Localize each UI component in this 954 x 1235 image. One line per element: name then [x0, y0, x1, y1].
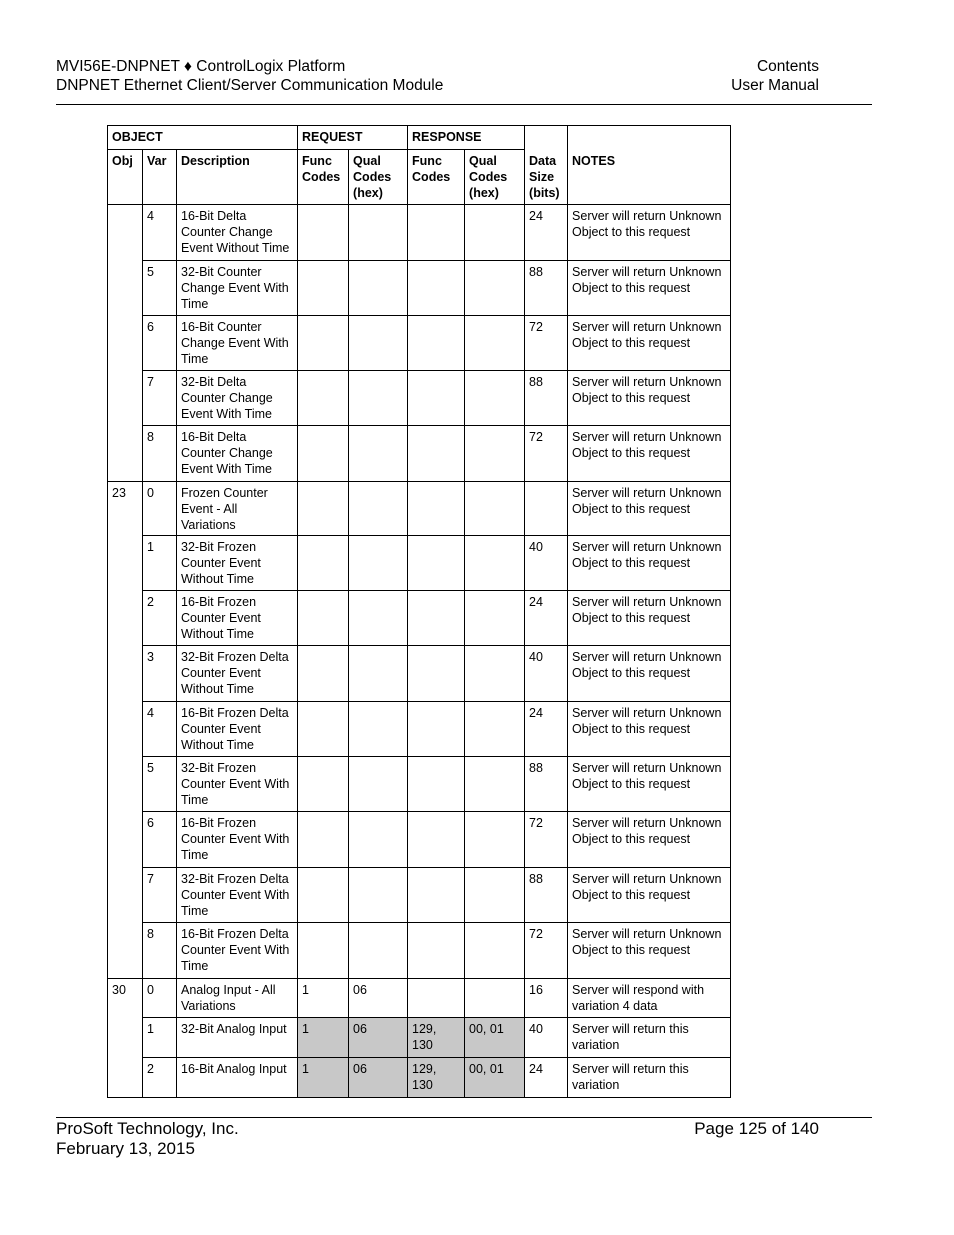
response-func-codes-header: Func Codes [408, 150, 465, 205]
request-func-cell [298, 757, 349, 812]
response-func-cell [408, 482, 465, 536]
request-func-codes-header: Func Codes [298, 150, 349, 205]
request-qual-cell [349, 316, 408, 371]
obj-cell [108, 536, 143, 591]
description-header: Description [177, 150, 298, 205]
table-row [108, 316, 731, 371]
response-func-cell [408, 979, 465, 1018]
request-qual-cell [349, 482, 408, 536]
request-qual-cell [349, 868, 408, 923]
obj-cell [108, 812, 143, 868]
description-cell: 16-Bit Delta Counter Change Event With Time [177, 426, 298, 482]
obj-cell [108, 923, 143, 979]
header-rule [56, 104, 872, 105]
response-func-cell [408, 923, 465, 979]
obj-cell [108, 261, 143, 316]
response-func-cell [408, 757, 465, 812]
description-cell: 16-Bit Frozen Delta Counter Event With Time [177, 923, 298, 979]
request-func-cell [298, 536, 349, 591]
obj-cell [108, 868, 143, 923]
obj-cell: 23 [108, 482, 143, 536]
notes-cell: Server will return Unknown Object to this request [568, 923, 731, 979]
var-cell: 0 [143, 482, 177, 536]
footer-date: February 13, 2015 [56, 1139, 195, 1158]
page-header-left [56, 57, 443, 95]
request-group-header: REQUEST [298, 126, 408, 150]
request-func-cell [298, 812, 349, 868]
response-func-cell [408, 316, 465, 371]
obj-cell [108, 426, 143, 482]
table-row [108, 536, 731, 591]
obj-cell: 30 [108, 979, 143, 1018]
table-row [108, 868, 731, 923]
obj-cell [108, 591, 143, 646]
table-row [108, 371, 731, 426]
description-cell: 16-Bit Frozen Counter Event Without Time [177, 591, 298, 646]
var-cell: 5 [143, 261, 177, 316]
table-row [108, 1058, 731, 1098]
description-cell: 16-Bit Frozen Counter Event With Time [177, 812, 298, 868]
description-cell: 16-Bit Delta Counter Change Event Without Time [177, 205, 298, 261]
data-size-cell: 24 [525, 591, 568, 646]
response-func-cell [408, 536, 465, 591]
footer-rule [56, 1117, 872, 1118]
data-size-cell: 88 [525, 261, 568, 316]
header-product-line: MVI56E-DNPNET ♦ ControlLogix Platform [56, 58, 346, 75]
obj-cell [108, 702, 143, 757]
request-qual-cell [349, 591, 408, 646]
request-qual-cell: 06 [349, 1018, 408, 1058]
var-cell: 2 [143, 591, 177, 646]
request-qual-cell [349, 261, 408, 316]
data-size-cell: 40 [525, 1018, 568, 1058]
response-func-cell: 129, 130 [408, 1018, 465, 1058]
table-row [108, 426, 731, 482]
request-qual-codes-header: Qual Codes (hex) [349, 150, 408, 205]
description-cell: Analog Input - All Variations [177, 979, 298, 1018]
var-cell: 6 [143, 316, 177, 371]
data-size-cell: 72 [525, 426, 568, 482]
data-size-cell: 40 [525, 646, 568, 702]
response-group-header: RESPONSE [408, 126, 525, 150]
data-size-cell: 88 [525, 371, 568, 426]
data-size-cell: 72 [525, 812, 568, 868]
request-func-cell [298, 316, 349, 371]
table-row [108, 812, 731, 868]
data-size-header: Data Size (bits) [525, 150, 568, 205]
table-group-header-row [108, 126, 731, 150]
var-cell: 3 [143, 646, 177, 702]
notes-cell: Server will respond with variation 4 data [568, 979, 731, 1018]
request-qual-cell [349, 702, 408, 757]
request-func-cell [298, 205, 349, 261]
var-cell: 4 [143, 702, 177, 757]
table-column-header-row [108, 150, 731, 205]
notes-cell: Server will return Unknown Object to this request [568, 371, 731, 426]
var-cell: 7 [143, 371, 177, 426]
description-cell: 16-Bit Analog Input [177, 1058, 298, 1098]
obj-cell [108, 646, 143, 702]
var-cell: 5 [143, 757, 177, 812]
description-cell: 32-Bit Analog Input [177, 1018, 298, 1058]
table-row [108, 482, 731, 536]
table-row [108, 1018, 731, 1058]
request-func-cell: 1 [298, 1058, 349, 1098]
notes-cell: Server will return Unknown Object to this request [568, 812, 731, 868]
response-qual-cell [465, 868, 525, 923]
request-qual-cell [349, 646, 408, 702]
response-qual-cell [465, 979, 525, 1018]
object-group-header: OBJECT [108, 126, 298, 150]
request-qual-cell: 06 [349, 1058, 408, 1098]
notes-cell: Server will return Unknown Object to this request [568, 757, 731, 812]
var-cell: 6 [143, 812, 177, 868]
notes-cell: Server will return Unknown Object to this request [568, 482, 731, 536]
request-qual-cell [349, 536, 408, 591]
response-func-cell [408, 426, 465, 482]
request-func-cell [298, 261, 349, 316]
response-qual-cell [465, 316, 525, 371]
response-func-cell [408, 205, 465, 261]
notes-cell: Server will return Unknown Object to this request [568, 646, 731, 702]
header-section: Contents [756, 58, 819, 75]
notes-header-top [568, 126, 731, 150]
response-qual-cell [465, 591, 525, 646]
request-func-cell [298, 371, 349, 426]
var-cell: 0 [143, 979, 177, 1018]
table-row [108, 591, 731, 646]
header-module-line: DNPNET Ethernet Client/Server Communication Module [56, 77, 444, 94]
request-func-cell [298, 646, 349, 702]
request-func-cell [298, 923, 349, 979]
data-size-cell [525, 482, 568, 536]
description-cell: Frozen Counter Event - All Variations [177, 482, 298, 536]
obj-header: Obj [108, 150, 143, 205]
response-qual-cell [465, 426, 525, 482]
header-doc-type: User Manual [731, 77, 819, 94]
response-qual-cell: 00, 01 [465, 1018, 525, 1058]
obj-cell [108, 757, 143, 812]
notes-header: NOTES [568, 150, 731, 205]
request-func-cell [298, 702, 349, 757]
data-size-cell: 24 [525, 1058, 568, 1098]
obj-cell [108, 205, 143, 261]
var-cell: 8 [143, 923, 177, 979]
request-qual-cell [349, 757, 408, 812]
table-row [108, 979, 731, 1018]
table-row [108, 702, 731, 757]
data-size-cell: 88 [525, 868, 568, 923]
page-footer-right [600, 1119, 819, 1139]
response-qual-cell [465, 536, 525, 591]
response-qual-cell [465, 482, 525, 536]
var-cell: 1 [143, 1018, 177, 1058]
var-cell: 1 [143, 536, 177, 591]
table-row [108, 757, 731, 812]
notes-cell: Server will return Unknown Object to this request [568, 261, 731, 316]
page-footer-left [56, 1119, 239, 1159]
request-qual-cell: 06 [349, 979, 408, 1018]
description-cell: 32-Bit Delta Counter Change Event With Time [177, 371, 298, 426]
description-cell: 32-Bit Counter Change Event With Time [177, 261, 298, 316]
footer-company: ProSoft Technology, Inc. [56, 1119, 239, 1138]
description-cell: 32-Bit Frozen Counter Event With Time [177, 757, 298, 812]
request-qual-cell [349, 371, 408, 426]
notes-cell: Server will return this variation [568, 1058, 731, 1098]
request-qual-cell [349, 923, 408, 979]
response-qual-cell [465, 923, 525, 979]
data-size-cell: 72 [525, 316, 568, 371]
response-func-cell [408, 591, 465, 646]
response-func-cell: 129, 130 [408, 1058, 465, 1098]
request-func-cell: 1 [298, 1018, 349, 1058]
response-qual-cell: 00, 01 [465, 1058, 525, 1098]
description-cell: 16-Bit Frozen Delta Counter Event Without Time [177, 702, 298, 757]
description-cell: 32-Bit Frozen Counter Event Without Time [177, 536, 298, 591]
description-cell: 16-Bit Counter Change Event With Time [177, 316, 298, 371]
data-size-cell: 88 [525, 757, 568, 812]
var-cell: 7 [143, 868, 177, 923]
notes-cell: Server will return Unknown Object to this request [568, 702, 731, 757]
notes-cell: Server will return Unknown Object to this request [568, 205, 731, 261]
response-qual-cell [465, 757, 525, 812]
notes-cell: Server will return this variation [568, 1018, 731, 1058]
description-cell: 32-Bit Frozen Delta Counter Event Without Time [177, 646, 298, 702]
var-cell: 8 [143, 426, 177, 482]
table-row [108, 205, 731, 261]
request-qual-cell [349, 205, 408, 261]
response-func-cell [408, 371, 465, 426]
response-qual-cell [465, 371, 525, 426]
table-row [108, 261, 731, 316]
description-cell: 32-Bit Frozen Delta Counter Event With Time [177, 868, 298, 923]
response-func-cell [408, 868, 465, 923]
response-qual-cell [465, 205, 525, 261]
data-size-cell: 40 [525, 536, 568, 591]
data-size-cell: 24 [525, 702, 568, 757]
response-qual-cell [465, 646, 525, 702]
var-cell: 2 [143, 1058, 177, 1098]
var-cell: 4 [143, 205, 177, 261]
data-size-cell: 72 [525, 923, 568, 979]
response-func-cell [408, 646, 465, 702]
response-func-cell [408, 702, 465, 757]
data-size-cell: 24 [525, 205, 568, 261]
notes-cell: Server will return Unknown Object to this request [568, 868, 731, 923]
notes-cell: Server will return Unknown Object to this request [568, 536, 731, 591]
obj-cell [108, 1018, 143, 1058]
obj-cell [108, 316, 143, 371]
request-func-cell [298, 591, 349, 646]
data-size-header-top [525, 126, 568, 150]
notes-cell: Server will return Unknown Object to this request [568, 591, 731, 646]
notes-cell: Server will return Unknown Object to this request [568, 426, 731, 482]
response-qual-cell [465, 261, 525, 316]
dnp-object-table [107, 125, 731, 1098]
obj-cell [108, 371, 143, 426]
request-func-cell [298, 868, 349, 923]
request-func-cell: 1 [298, 979, 349, 1018]
request-qual-cell [349, 812, 408, 868]
response-qual-codes-header: Qual Codes (hex) [465, 150, 525, 205]
request-func-cell [298, 482, 349, 536]
request-func-cell [298, 426, 349, 482]
response-func-cell [408, 812, 465, 868]
obj-cell [108, 1058, 143, 1098]
response-qual-cell [465, 702, 525, 757]
request-qual-cell [349, 426, 408, 482]
response-func-cell [408, 261, 465, 316]
table-row [108, 923, 731, 979]
table-row [108, 646, 731, 702]
var-header: Var [143, 150, 177, 205]
notes-cell: Server will return Unknown Object to this request [568, 316, 731, 371]
data-size-cell: 16 [525, 979, 568, 1018]
response-qual-cell [465, 812, 525, 868]
page-header-right [600, 57, 819, 95]
footer-page-number: Page 125 of 140 [694, 1119, 819, 1138]
